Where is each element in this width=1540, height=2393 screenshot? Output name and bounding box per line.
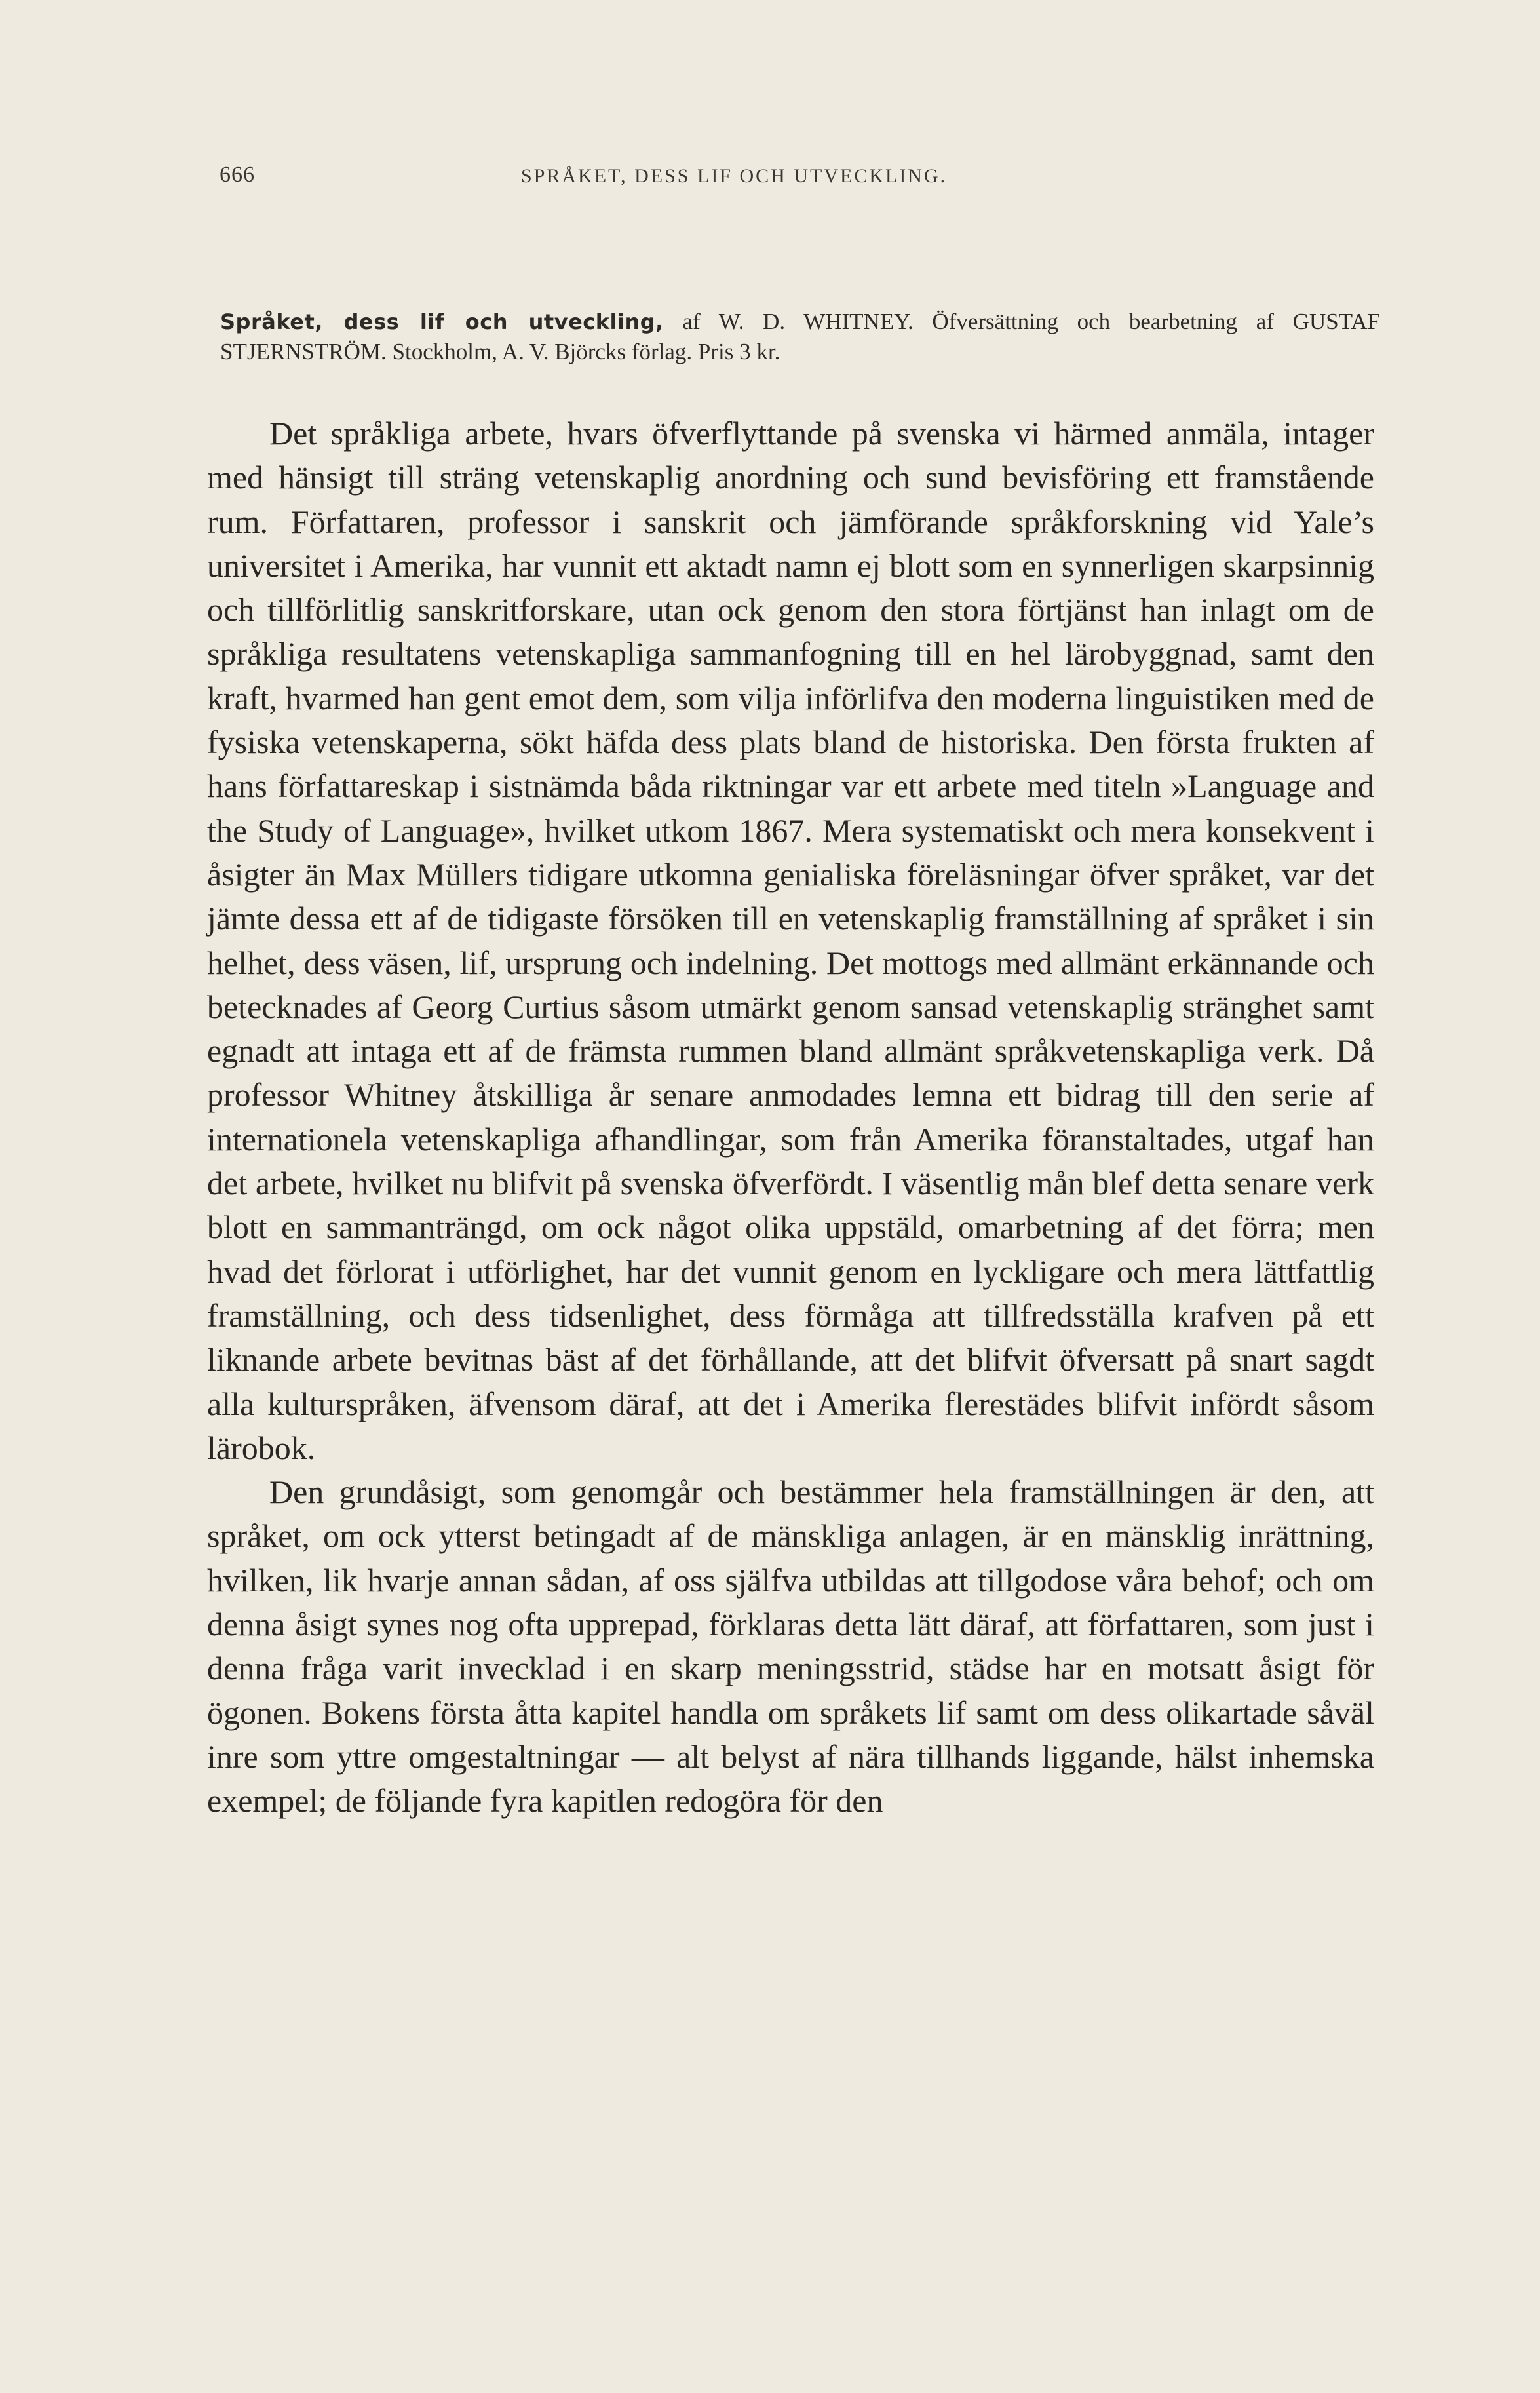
bibliographic-citation: af W. D. WHITNEY. Öfversättning och bearbetning af GUSTAF STJERNSTRÖM. Stockholm, A. V. Björcks förlag. Pris 3 kr. [220,309,1381,364]
running-head [220,163,1203,202]
review-body [207,412,1374,1823]
running-title: SPRÅKET, DESS LIF OCH UTVECKLING. [521,165,948,187]
paragraph: Den grundåsigt, som genomgår och bestämmer hela framställningen är den, att språket, om ock ytterst betingadt af de mänskliga anlagen, är en mänsklig inrättning, hvilken, lik hvarje annan sådan, af oss själfva utbildas att tillgodose våra behof; och om denna åsigt synes nog ofta upprepad, förklaras detta lätt däraf, att författaren, som just i denna fråga varit invecklad i en skarp meningsstrid, städse har en motsatt åsigt för ögonen. Bokens första åtta kapitel handla om språkets lif samt om dess olikartade såväl inre som yttre omgestaltningar — alt belyst af nära tillhands liggande, hälst inhemska exempel; de följande fyra kapitlen redogöra för den [207,1473,1374,1819]
book-title: Språket, dess lif och utveckling, [220,309,664,334]
page-number: 666 [220,163,255,187]
paragraph: Det språkliga arbete, hvars öfverflyttande på svenska vi härmed anmäla, intager med hänsigt till sträng vetenskaplig anordning och sund bevisföring ett framstående rum. Författaren, professor i sanskrit och jämförande språkforskning vid Yale’s universitet i Amerika, har vunnit ett aktadt namn ej blott som en synnerligen skarpsinnig och tillförlitlig sanskritforskare, utan ock genom den stora förtjänst han inlagt om de språkliga resultatens vetenskapliga sammanfogning till en hel lärobyggnad, samt den kraft, hvarmed han gent emot dem, som vilja införlifva den moderna linguistiken med de fysiska vetenskaperna, sökt häfda dess plats bland de historiska. Den första frukten af hans författareskap i sistnämda båda riktningar var ett arbete med titeln »Language and the Study of Language», hvilket utkom 1867. Mera systematiskt och mera konsekvent i åsigter än Max Müllers tidigare utkomna genialiska föreläsningar öfver språket, var det jämte dessa ett af de tidigaste försöken till en vetenskaplig framställning af språket i sin helhet, dess väsen, lif, ursprung och indelning. Det mottogs med allmänt erkännande och betecknades af Georg Curtius såsom utmärkt genom sansad vetenskaplig stränghet samt egnadt att intaga ett af de främsta rummen bland allmänt språkvetenskapliga verk. Då professor Whitney åtskilliga år senare anmodades lemna ett bidrag till den serie af internationela vetenskapliga afhandlingar, som från Amerika föranstaltades, utgaf han det arbete, hvilket nu blifvit på svenska öfverfördt. I väsentlig mån blef detta senare verk blott en sammanträngd, om ock något olika uppstäld, omarbetning af det förra; men hvad det förlorat i utförlighet, har det vunnit genom en lyckligare och mera lättfattlig framställning, och dess tidsenlighet, dess förmåga att tillfredsställa krafven på ett liknande arbete bevitnas bäst af det förhållande, att det blifvit öfversatt på snart sagdt alla kulturspråken, äfvensom däraf, att det i Amerika flerestädes blifvit infördt såsom lärobok. [207,415,1374,1466]
review-heading [220,307,1380,367]
